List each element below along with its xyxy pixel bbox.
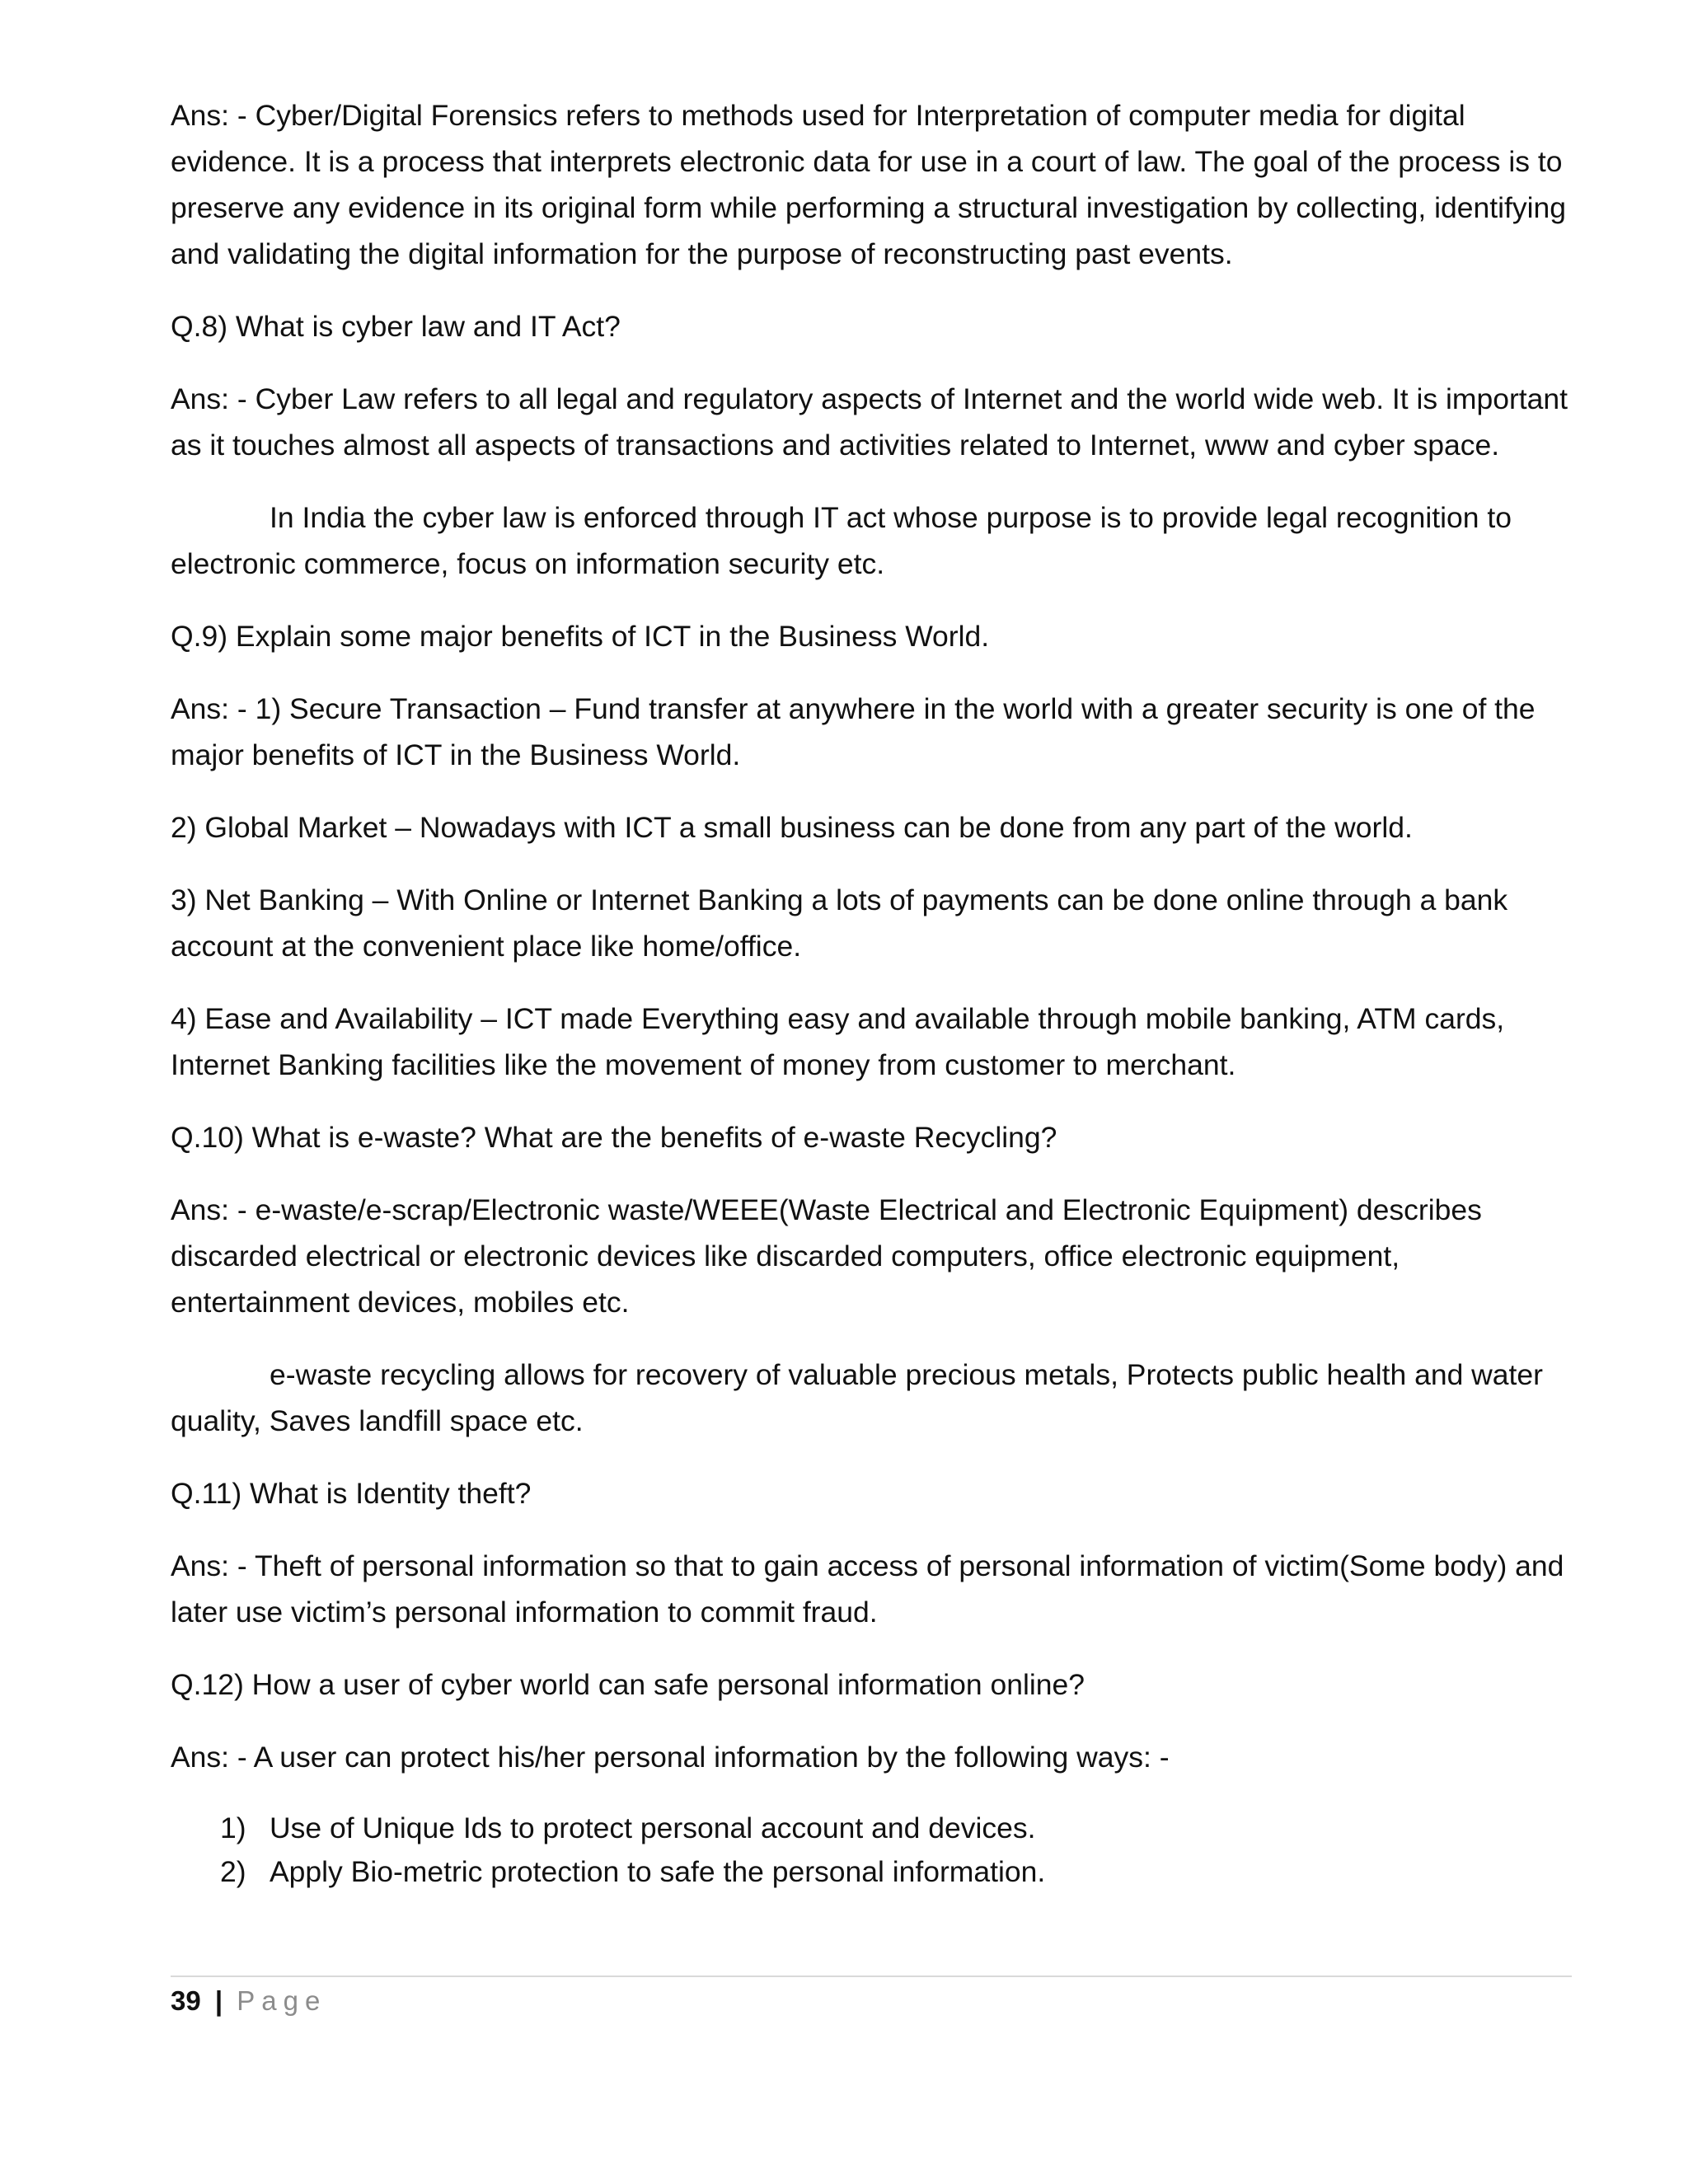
list-item xyxy=(171,1807,1572,1850)
protection-ways-list xyxy=(171,1807,1572,1894)
question-9: Q.9) Explain some major benefits of ICT in the Business World. xyxy=(171,620,990,653)
answer-protect-info-intro: Ans: - A user can protect his/her personal information by the following ways: - xyxy=(171,1741,1170,1774)
page-number: 39 xyxy=(171,1985,201,2016)
question-11: Q.11) What is Identity theft? xyxy=(171,1477,532,1510)
question-8: Q.8) What is cyber law and IT Act? xyxy=(171,310,621,343)
list-item-text: Apply Bio-metric protection to safe the personal information. xyxy=(270,1855,1046,1888)
footer-divider xyxy=(171,1975,1572,1977)
answer-e-waste: Ans: - e-waste/e-scrap/Electronic waste/WEEE(Waste Electrical and Electronic Equipment) describes discarded electrical or electronic devices like discarded computers, office electronic equipment, entertainment devices, mobiles etc. xyxy=(171,1193,1482,1319)
page-footer xyxy=(171,1978,326,2024)
answer-cyber-law: Ans: - Cyber Law refers to all legal and regulatory aspects of Internet and the world wide web. It is important as it touches almost all aspects of transactions and activities related to Internet, www and cyber space. xyxy=(171,382,1568,462)
answer-e-waste-recycling: e-waste recycling allows for recovery of valuable precious metals, Protects public health and water quality, Saves landfill space etc. xyxy=(171,1358,1543,1437)
list-item-number: 1) xyxy=(220,1811,246,1844)
answer-benefit-net-banking: 3) Net Banking – With Online or Internet Banking a lots of payments can be done online through a bank account at the convenient place like home/office. xyxy=(171,883,1508,963)
answer-digital-forensics: Ans: - Cyber/Digital Forensics refers to methods used for Interpretation of computer media for digital evidence. It is a process that interprets electronic data for use in a court of law. The goal of the process is to preserve any evidence in its original form while performing a structural investigation by collecting, identifying and validating the digital information for the purpose of reconstructing past events. xyxy=(171,99,1566,270)
page-label: Page xyxy=(237,1985,327,2016)
question-12: Q.12) How a user of cyber world can safe personal information online? xyxy=(171,1668,1085,1701)
footer-separator: | xyxy=(214,1985,223,2016)
list-item-text: Use of Unique Ids to protect personal account and devices. xyxy=(270,1811,1036,1844)
answer-benefit-ease-availability: 4) Ease and Availability – ICT made Everything easy and available through mobile banking, ATM cards, Internet Banking facilities like the movement of money from customer to merchant. xyxy=(171,1002,1505,1081)
answer-identity-theft: Ans: - Theft of personal information so that to gain access of personal information of victim(Some body) and later use victim’s personal information to commit fraud. xyxy=(171,1549,1564,1629)
answer-benefit-global-market: 2) Global Market – Nowadays with ICT a small business can be done from any part of the world. xyxy=(171,811,1413,844)
list-item-number: 2) xyxy=(220,1855,246,1888)
list-item xyxy=(171,1850,1572,1894)
document-page xyxy=(171,92,1572,1894)
answer-it-act-india: In India the cyber law is enforced through IT act whose purpose is to provide legal recognition to electronic commerce, focus on information security etc. xyxy=(171,501,1512,580)
question-10: Q.10) What is e-waste? What are the benefits of e-waste Recycling? xyxy=(171,1121,1057,1154)
answer-benefit-secure-transaction: Ans: - 1) Secure Transaction – Fund transfer at anywhere in the world with a greater security is one of the major benefits of ICT in the Business World. xyxy=(171,692,1536,771)
